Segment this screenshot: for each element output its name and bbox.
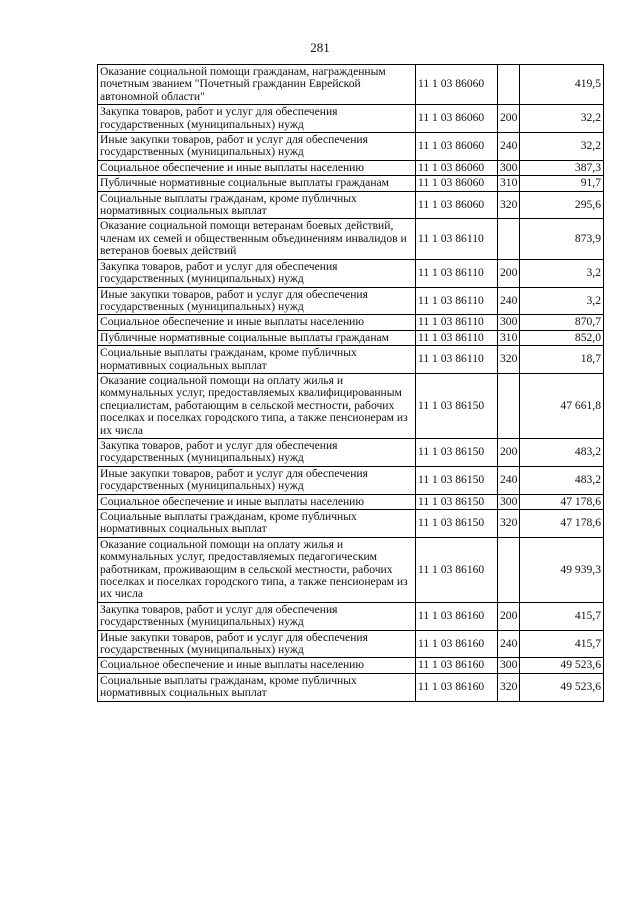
row-name-cell: Социальное обеспечение и иные выплаты населению	[98, 315, 416, 330]
row-amount-cell: 387,3	[520, 160, 604, 175]
row-code-cell: 11 1 03 86150	[416, 373, 498, 438]
table-row	[98, 219, 604, 259]
table-row	[98, 330, 604, 345]
row-name-cell: Закупка товаров, работ и услуг для обеспечения государственных (муниципальных) нужд	[98, 259, 416, 287]
row-code-cell: 11 1 03 86150	[416, 438, 498, 466]
table-row	[98, 133, 604, 161]
row-expense-type-cell	[498, 65, 520, 105]
row-amount-cell: 415,7	[520, 630, 604, 658]
table-row	[98, 346, 604, 374]
row-expense-type-cell: 300	[498, 658, 520, 673]
row-name-cell: Социальные выплаты гражданам, кроме публичных нормативных социальных выплат	[98, 346, 416, 374]
row-amount-cell: 49 523,6	[520, 658, 604, 673]
table-row	[98, 105, 604, 133]
row-code-cell: 11 1 03 86060	[416, 191, 498, 219]
row-name-cell: Публичные нормативные социальные выплаты гражданам	[98, 176, 416, 191]
row-code-cell: 11 1 03 86150	[416, 510, 498, 538]
row-code-cell: 11 1 03 86150	[416, 494, 498, 509]
row-name-cell: Социальные выплаты гражданам, кроме публичных нормативных социальных выплат	[98, 673, 416, 701]
row-name-cell: Иные закупки товаров, работ и услуг для обеспечения государственных (муниципальных) нужд	[98, 466, 416, 494]
table-row	[98, 537, 604, 602]
row-expense-type-cell: 240	[498, 466, 520, 494]
row-amount-cell: 32,2	[520, 133, 604, 161]
row-expense-type-cell: 320	[498, 346, 520, 374]
row-name-cell: Оказание социальной помощи на оплату жилья и коммунальных услуг, предоставляемых педагогическим работникам, проживающим в сельской местности, рабочих поселках и поселках городского типа, а также пенсионерам из их числа	[98, 537, 416, 602]
table-row	[98, 176, 604, 191]
row-expense-type-cell: 200	[498, 438, 520, 466]
row-amount-cell: 415,7	[520, 602, 604, 630]
row-name-cell: Оказание социальной помощи ветеранам боевых действий, членам их семей и общественным объединениям инвалидов и ветеранов боевых действий	[98, 219, 416, 259]
table-row	[98, 510, 604, 538]
page-number: 281	[310, 40, 330, 55]
row-expense-type-cell	[498, 219, 520, 259]
row-name-cell: Публичные нормативные социальные выплаты гражданам	[98, 330, 416, 345]
table-row	[98, 315, 604, 330]
row-name-cell: Иные закупки товаров, работ и услуг для обеспечения государственных (муниципальных) нужд	[98, 133, 416, 161]
row-code-cell: 11 1 03 86160	[416, 602, 498, 630]
row-code-cell: 11 1 03 86060	[416, 160, 498, 175]
row-expense-type-cell: 200	[498, 259, 520, 287]
row-amount-cell: 419,5	[520, 65, 604, 105]
row-expense-type-cell: 310	[498, 330, 520, 345]
row-amount-cell: 852,0	[520, 330, 604, 345]
row-code-cell: 11 1 03 86160	[416, 658, 498, 673]
row-name-cell: Социальное обеспечение и иные выплаты населению	[98, 658, 416, 673]
row-code-cell: 11 1 03 86060	[416, 65, 498, 105]
row-amount-cell: 49 523,6	[520, 673, 604, 701]
row-expense-type-cell: 240	[498, 133, 520, 161]
row-expense-type-cell: 240	[498, 630, 520, 658]
row-name-cell: Социальные выплаты гражданам, кроме публичных нормативных социальных выплат	[98, 191, 416, 219]
row-code-cell: 11 1 03 86150	[416, 466, 498, 494]
row-amount-cell: 295,6	[520, 191, 604, 219]
table-row	[98, 658, 604, 673]
row-amount-cell: 870,7	[520, 315, 604, 330]
row-name-cell: Социальное обеспечение и иные выплаты населению	[98, 494, 416, 509]
row-code-cell: 11 1 03 86110	[416, 219, 498, 259]
row-name-cell: Социальное обеспечение и иные выплаты населению	[98, 160, 416, 175]
budget-table	[97, 64, 604, 702]
budget-table-body	[98, 65, 604, 702]
row-amount-cell: 3,2	[520, 287, 604, 315]
row-name-cell: Закупка товаров, работ и услуг для обеспечения государственных (муниципальных) нужд	[98, 438, 416, 466]
row-expense-type-cell: 200	[498, 602, 520, 630]
table-row	[98, 191, 604, 219]
row-name-cell: Закупка товаров, работ и услуг для обеспечения государственных (муниципальных) нужд	[98, 602, 416, 630]
table-row	[98, 466, 604, 494]
table-row	[98, 160, 604, 175]
row-amount-cell: 873,9	[520, 219, 604, 259]
row-code-cell: 11 1 03 86160	[416, 537, 498, 602]
row-code-cell: 11 1 03 86060	[416, 105, 498, 133]
table-row	[98, 65, 604, 105]
row-amount-cell: 47 661,8	[520, 373, 604, 438]
row-amount-cell: 18,7	[520, 346, 604, 374]
row-name-cell: Оказание социальной помощи на оплату жилья и коммунальных услуг, предоставляемых квалифицированным специалистам, работающим в сельской местности, рабочих поселках и поселках городского типа, а также пенсионерам из их числа	[98, 373, 416, 438]
row-name-cell: Иные закупки товаров, работ и услуг для обеспечения государственных (муниципальных) нужд	[98, 630, 416, 658]
row-expense-type-cell	[498, 373, 520, 438]
row-expense-type-cell	[498, 537, 520, 602]
table-row	[98, 630, 604, 658]
row-code-cell: 11 1 03 86060	[416, 176, 498, 191]
row-name-cell: Закупка товаров, работ и услуг для обеспечения государственных (муниципальных) нужд	[98, 105, 416, 133]
table-row	[98, 494, 604, 509]
row-expense-type-cell: 320	[498, 673, 520, 701]
row-expense-type-cell: 240	[498, 287, 520, 315]
row-code-cell: 11 1 03 86110	[416, 330, 498, 345]
row-expense-type-cell: 200	[498, 105, 520, 133]
table-row	[98, 373, 604, 438]
row-code-cell: 11 1 03 86160	[416, 673, 498, 701]
table-row	[98, 259, 604, 287]
row-name-cell: Социальные выплаты гражданам, кроме публичных нормативных социальных выплат	[98, 510, 416, 538]
row-name-cell: Оказание социальной помощи гражданам, награжденным почетным званием "Почетный гражданин Еврейской автономной области"	[98, 65, 416, 105]
row-expense-type-cell: 300	[498, 315, 520, 330]
table-row	[98, 438, 604, 466]
row-amount-cell: 47 178,6	[520, 510, 604, 538]
row-name-cell: Иные закупки товаров, работ и услуг для обеспечения государственных (муниципальных) нужд	[98, 287, 416, 315]
row-expense-type-cell: 300	[498, 494, 520, 509]
row-expense-type-cell: 310	[498, 176, 520, 191]
row-amount-cell: 3,2	[520, 259, 604, 287]
row-code-cell: 11 1 03 86110	[416, 315, 498, 330]
row-code-cell: 11 1 03 86110	[416, 287, 498, 315]
row-code-cell: 11 1 03 86110	[416, 259, 498, 287]
row-code-cell: 11 1 03 86160	[416, 630, 498, 658]
table-row	[98, 673, 604, 701]
row-expense-type-cell: 320	[498, 191, 520, 219]
row-code-cell: 11 1 03 86060	[416, 133, 498, 161]
table-row	[98, 287, 604, 315]
row-amount-cell: 483,2	[520, 438, 604, 466]
row-amount-cell: 32,2	[520, 105, 604, 133]
table-row	[98, 602, 604, 630]
row-amount-cell: 483,2	[520, 466, 604, 494]
row-expense-type-cell: 320	[498, 510, 520, 538]
row-code-cell: 11 1 03 86110	[416, 346, 498, 374]
row-amount-cell: 47 178,6	[520, 494, 604, 509]
row-expense-type-cell: 300	[498, 160, 520, 175]
row-amount-cell: 49 939,3	[520, 537, 604, 602]
row-amount-cell: 91,7	[520, 176, 604, 191]
